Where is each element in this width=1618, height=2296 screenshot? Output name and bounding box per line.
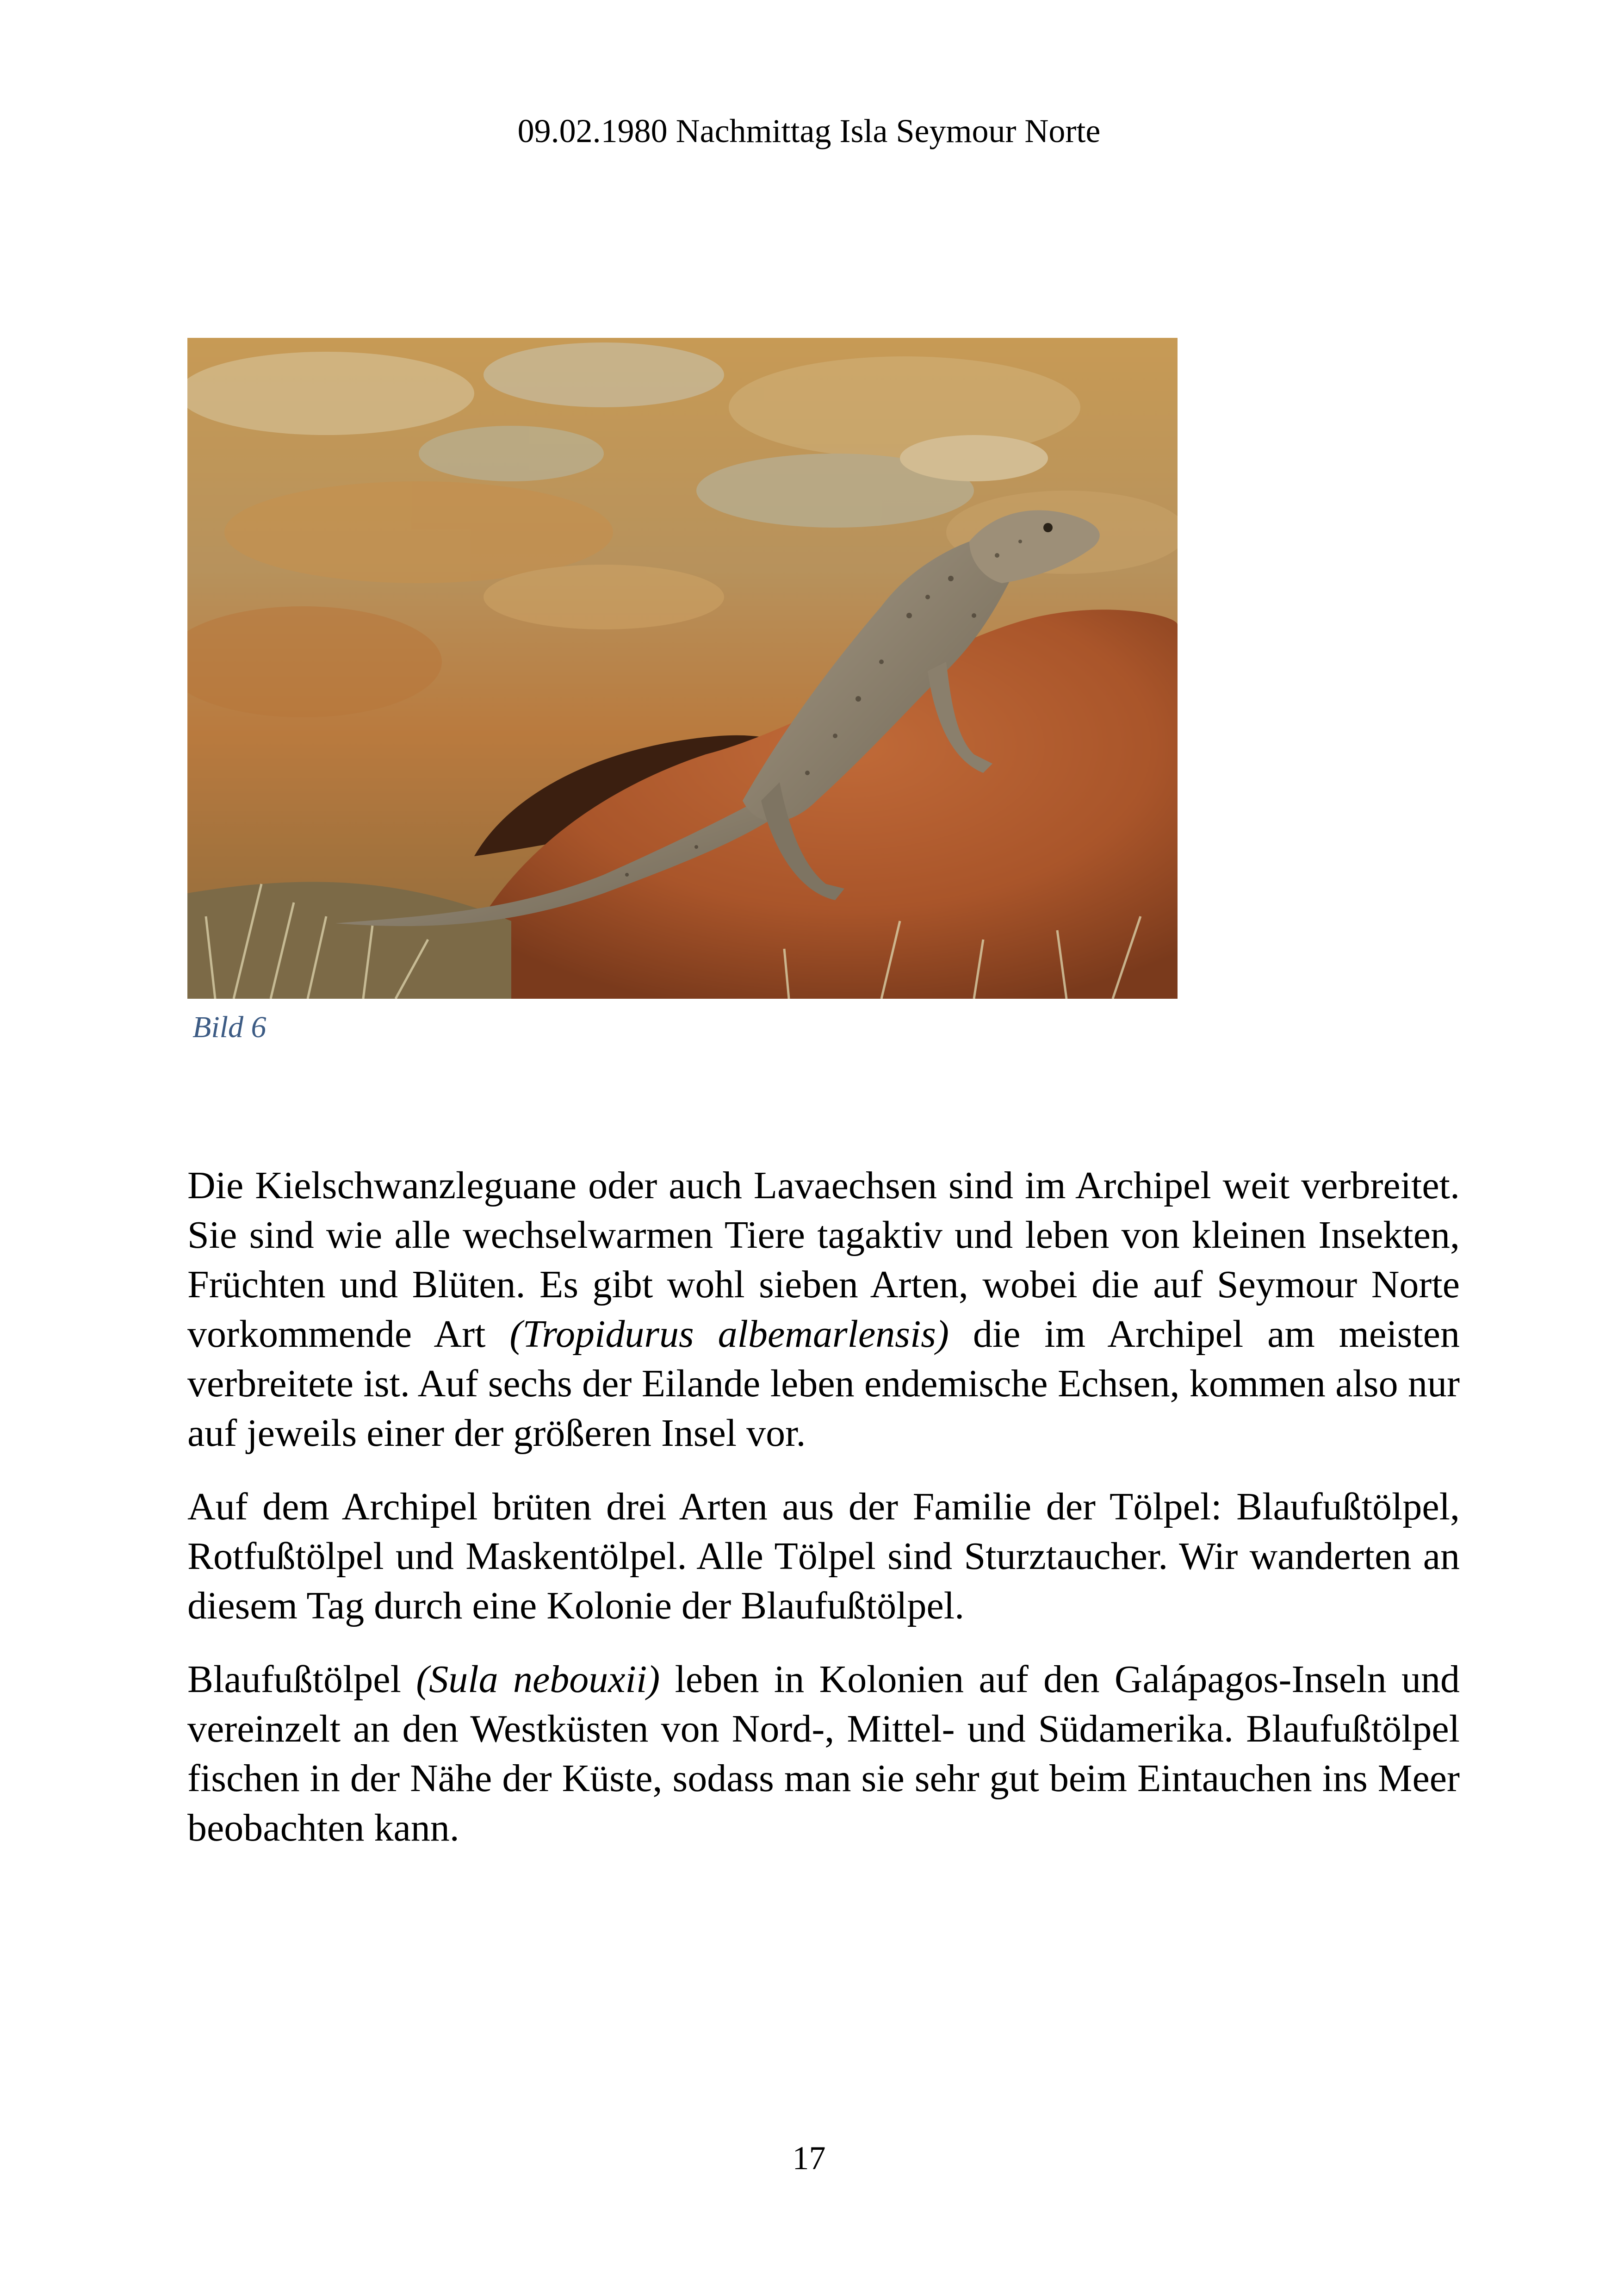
page-header: 09.02.1980 Nachmittag Isla Seymour Norte: [517, 112, 1101, 149]
paragraph-text: die im Archipel am meisten verbreitete ist. Auf sechs der Eilande leben endemische Echsen, kommen also nur auf jeweils einer der größeren Insel vor.: [187, 1313, 1460, 1455]
paragraph-text: Auf dem Archipel brüten drei Arten aus der Familie der Tölpel: Blaufußtölpel, Rotfußtölpel und Maskentölpel. Alle Tölpel sind Sturztaucher. Wir wanderten an diesem Tag durch eine Kolonie der Blaufußtölpel.: [187, 1485, 1460, 1627]
paragraph-blue-footed-booby: [187, 1655, 1460, 1853]
lava-lizard-photo: [187, 338, 1178, 999]
page-number: 17: [792, 2140, 826, 2177]
lizard-image: [187, 338, 1178, 999]
scientific-name: (Tropidurus albemarlensis): [509, 1313, 949, 1356]
body-text: [187, 1161, 1460, 1877]
paragraph-text: Die Kielschwanzleguane oder auch Lavaechsen sind im Archipel weit verbreitet. Sie sind wie alle wechselwarmen Tiere tagaktiv und leben von kleinen Insekten, Früchten und Blüten. Es gibt wohl sieben Arten, wobei die auf Seymour Norte vorkommende Art: [187, 1164, 1460, 1356]
paragraph-boobies: [187, 1482, 1460, 1630]
scientific-name: (Sula nebouxii): [416, 1658, 660, 1701]
paragraph-lava-lizards: [187, 1161, 1460, 1458]
paragraph-text: Blaufußtölpel: [187, 1658, 416, 1701]
paragraph-text: leben in Kolonien auf den Galápagos-Inseln und vereinzelt an den Westküsten von Nord-, Mittel- und Südamerika. Blaufußtölpel fischen in der Nähe der Küste, sodass man sie sehr gut beim Eintauchen ins Meer beobachten kann.: [187, 1658, 1460, 1849]
figure-caption: Bild 6: [192, 1010, 267, 1044]
